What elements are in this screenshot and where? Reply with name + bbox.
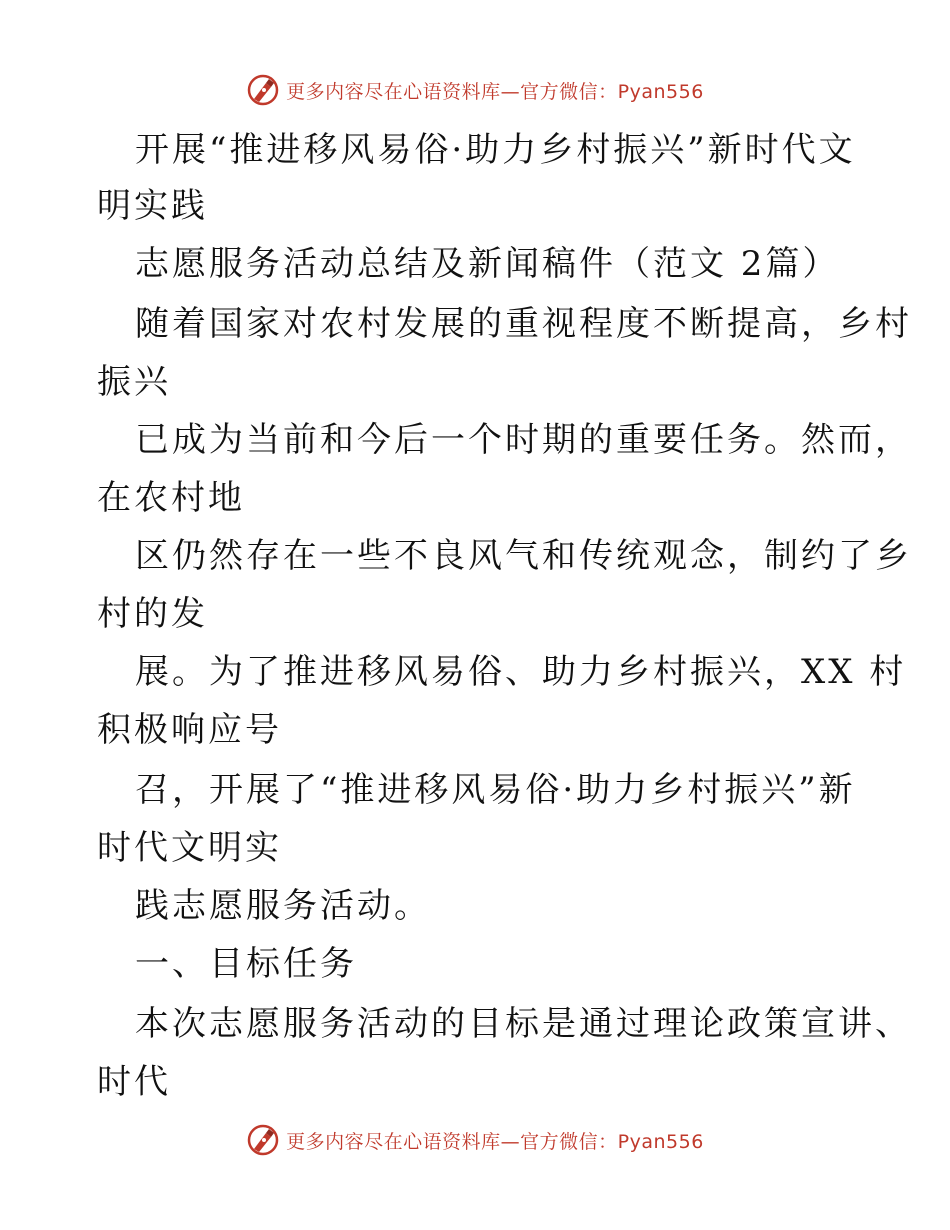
text-line: 开展“推进移风易俗·助力乡村振兴”新时代文 <box>135 130 856 170</box>
text-line: 展。为了推进移风易俗、助力乡村振兴，XX 村 <box>135 652 907 692</box>
text-line: 振兴 <box>97 362 171 402</box>
text-line: 践志愿服务活动。 <box>135 886 431 926</box>
pen-logo-icon <box>246 73 280 107</box>
text-line: 区仍然存在一些不良风气和传统观念，制约了乡 <box>135 536 912 576</box>
text-line: 随着国家对农村发展的重视程度不断提高，乡村 <box>135 304 912 344</box>
footer-banner <box>0 1120 950 1160</box>
text-line: 已成为当前和今后一个时期的重要任务。然而， <box>135 420 912 460</box>
header-banner <box>0 70 950 110</box>
footer-banner-text: 更多内容尽在心语资料库—官方微信：Pyan556 <box>286 1130 704 1153</box>
footer-banner-content <box>246 1123 704 1157</box>
text-line: 积极响应号 <box>97 710 282 750</box>
text-line: 时代文明实 <box>97 828 282 868</box>
text-line: 召，开展了“推进移风易俗·助力乡村振兴”新 <box>135 770 856 810</box>
header-banner-content <box>246 73 704 107</box>
text-line: 志愿服务活动总结及新闻稿件（范文 2篇） <box>135 244 840 284</box>
text-line: 村的发 <box>97 594 208 634</box>
text-line: 在农村地 <box>97 478 245 518</box>
text-line: 明实践 <box>97 186 208 226</box>
section-heading: 一、目标任务 <box>135 944 357 984</box>
text-line: 时代 <box>97 1062 171 1102</box>
header-banner-text: 更多内容尽在心语资料库—官方微信：Pyan556 <box>286 80 704 103</box>
text-line: 本次志愿服务活动的目标是通过理论政策宣讲、 <box>135 1004 912 1044</box>
pen-logo-icon <box>246 1123 280 1157</box>
